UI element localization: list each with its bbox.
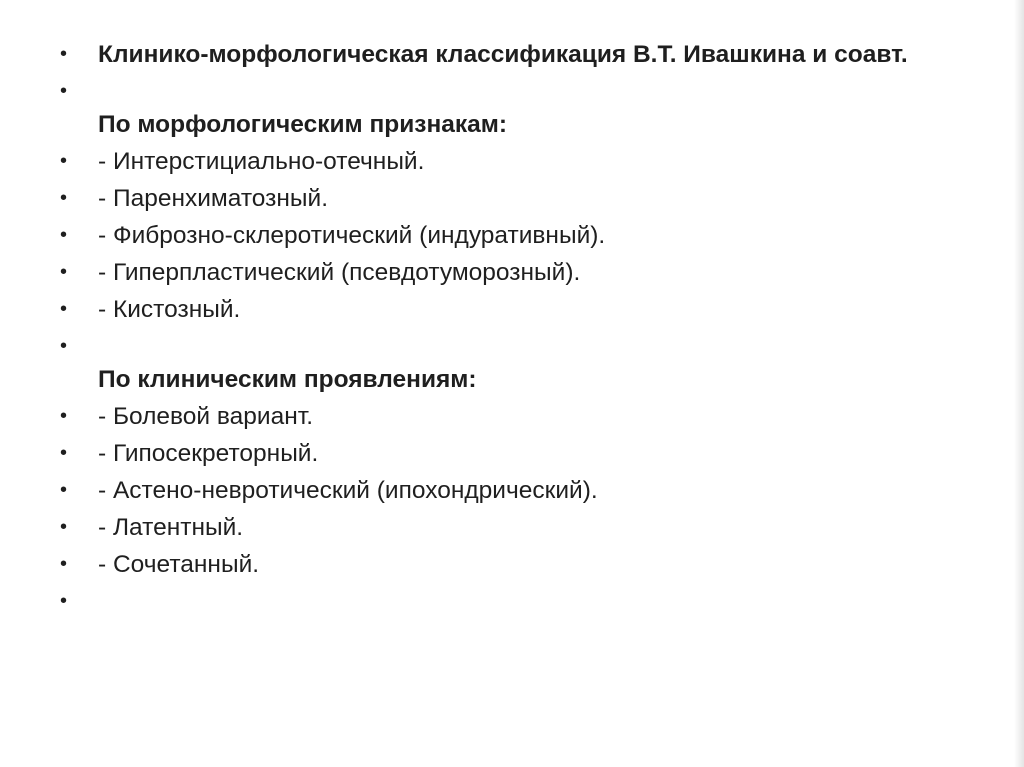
bullet-glyph: • bbox=[60, 298, 68, 320]
morph-item: - Фиброзно-склеротический (индуративный). bbox=[98, 222, 606, 249]
bullet-glyph: • bbox=[60, 261, 68, 283]
list-item bbox=[58, 293, 958, 326]
bullet-glyph: • bbox=[60, 335, 68, 357]
list-item bbox=[58, 182, 958, 215]
list-item bbox=[58, 437, 958, 470]
bullet-glyph: • bbox=[60, 150, 68, 172]
bullet-glyph: • bbox=[60, 405, 68, 427]
clin-item: - Астено-невротический (ипохондрический). bbox=[98, 477, 598, 504]
list-item-clin-heading bbox=[58, 330, 958, 396]
bullet-glyph: • bbox=[60, 43, 68, 65]
list-item bbox=[58, 400, 958, 433]
clin-item: - Сочетанный. bbox=[98, 551, 260, 578]
slide-edge bbox=[1014, 0, 1024, 767]
list-item bbox=[58, 548, 958, 581]
list-item bbox=[58, 474, 958, 507]
bullet-glyph: • bbox=[60, 80, 68, 102]
morph-item: - Интерстициально-отечный. bbox=[98, 148, 425, 175]
list-item-empty bbox=[58, 585, 958, 618]
clin-item: - Латентный. bbox=[98, 514, 244, 541]
clin-item: - Гипосекреторный. bbox=[98, 440, 319, 467]
morphological-heading: По морфологическим признакам: bbox=[98, 111, 508, 138]
bullet-glyph: • bbox=[60, 442, 68, 464]
bullet-glyph: • bbox=[60, 590, 68, 612]
clin-item: - Болевой вариант. bbox=[98, 403, 314, 430]
classification-title: Клинико-морфологическая классификация В.Т. Ивашкина и соавт. bbox=[98, 41, 908, 68]
bullet-glyph: • bbox=[60, 224, 68, 246]
list-item bbox=[58, 145, 958, 178]
bullet-glyph: • bbox=[60, 187, 68, 209]
bullet-glyph: • bbox=[60, 479, 68, 501]
list-item bbox=[58, 511, 958, 544]
bullet-glyph: • bbox=[60, 553, 68, 575]
list-item bbox=[58, 256, 958, 289]
list-item bbox=[58, 219, 958, 252]
morph-item: - Паренхиматозный. bbox=[98, 185, 329, 212]
list-item-title bbox=[58, 38, 958, 71]
bullet-list bbox=[58, 38, 958, 622]
bullet-glyph: • bbox=[60, 516, 68, 538]
clinical-heading: По клиническим проявлениям: bbox=[98, 366, 477, 393]
list-item-morph-heading bbox=[58, 75, 958, 141]
morph-item: - Гиперпластический (псевдотуморозный). bbox=[98, 259, 581, 286]
morph-item: - Кистозный. bbox=[98, 296, 241, 323]
